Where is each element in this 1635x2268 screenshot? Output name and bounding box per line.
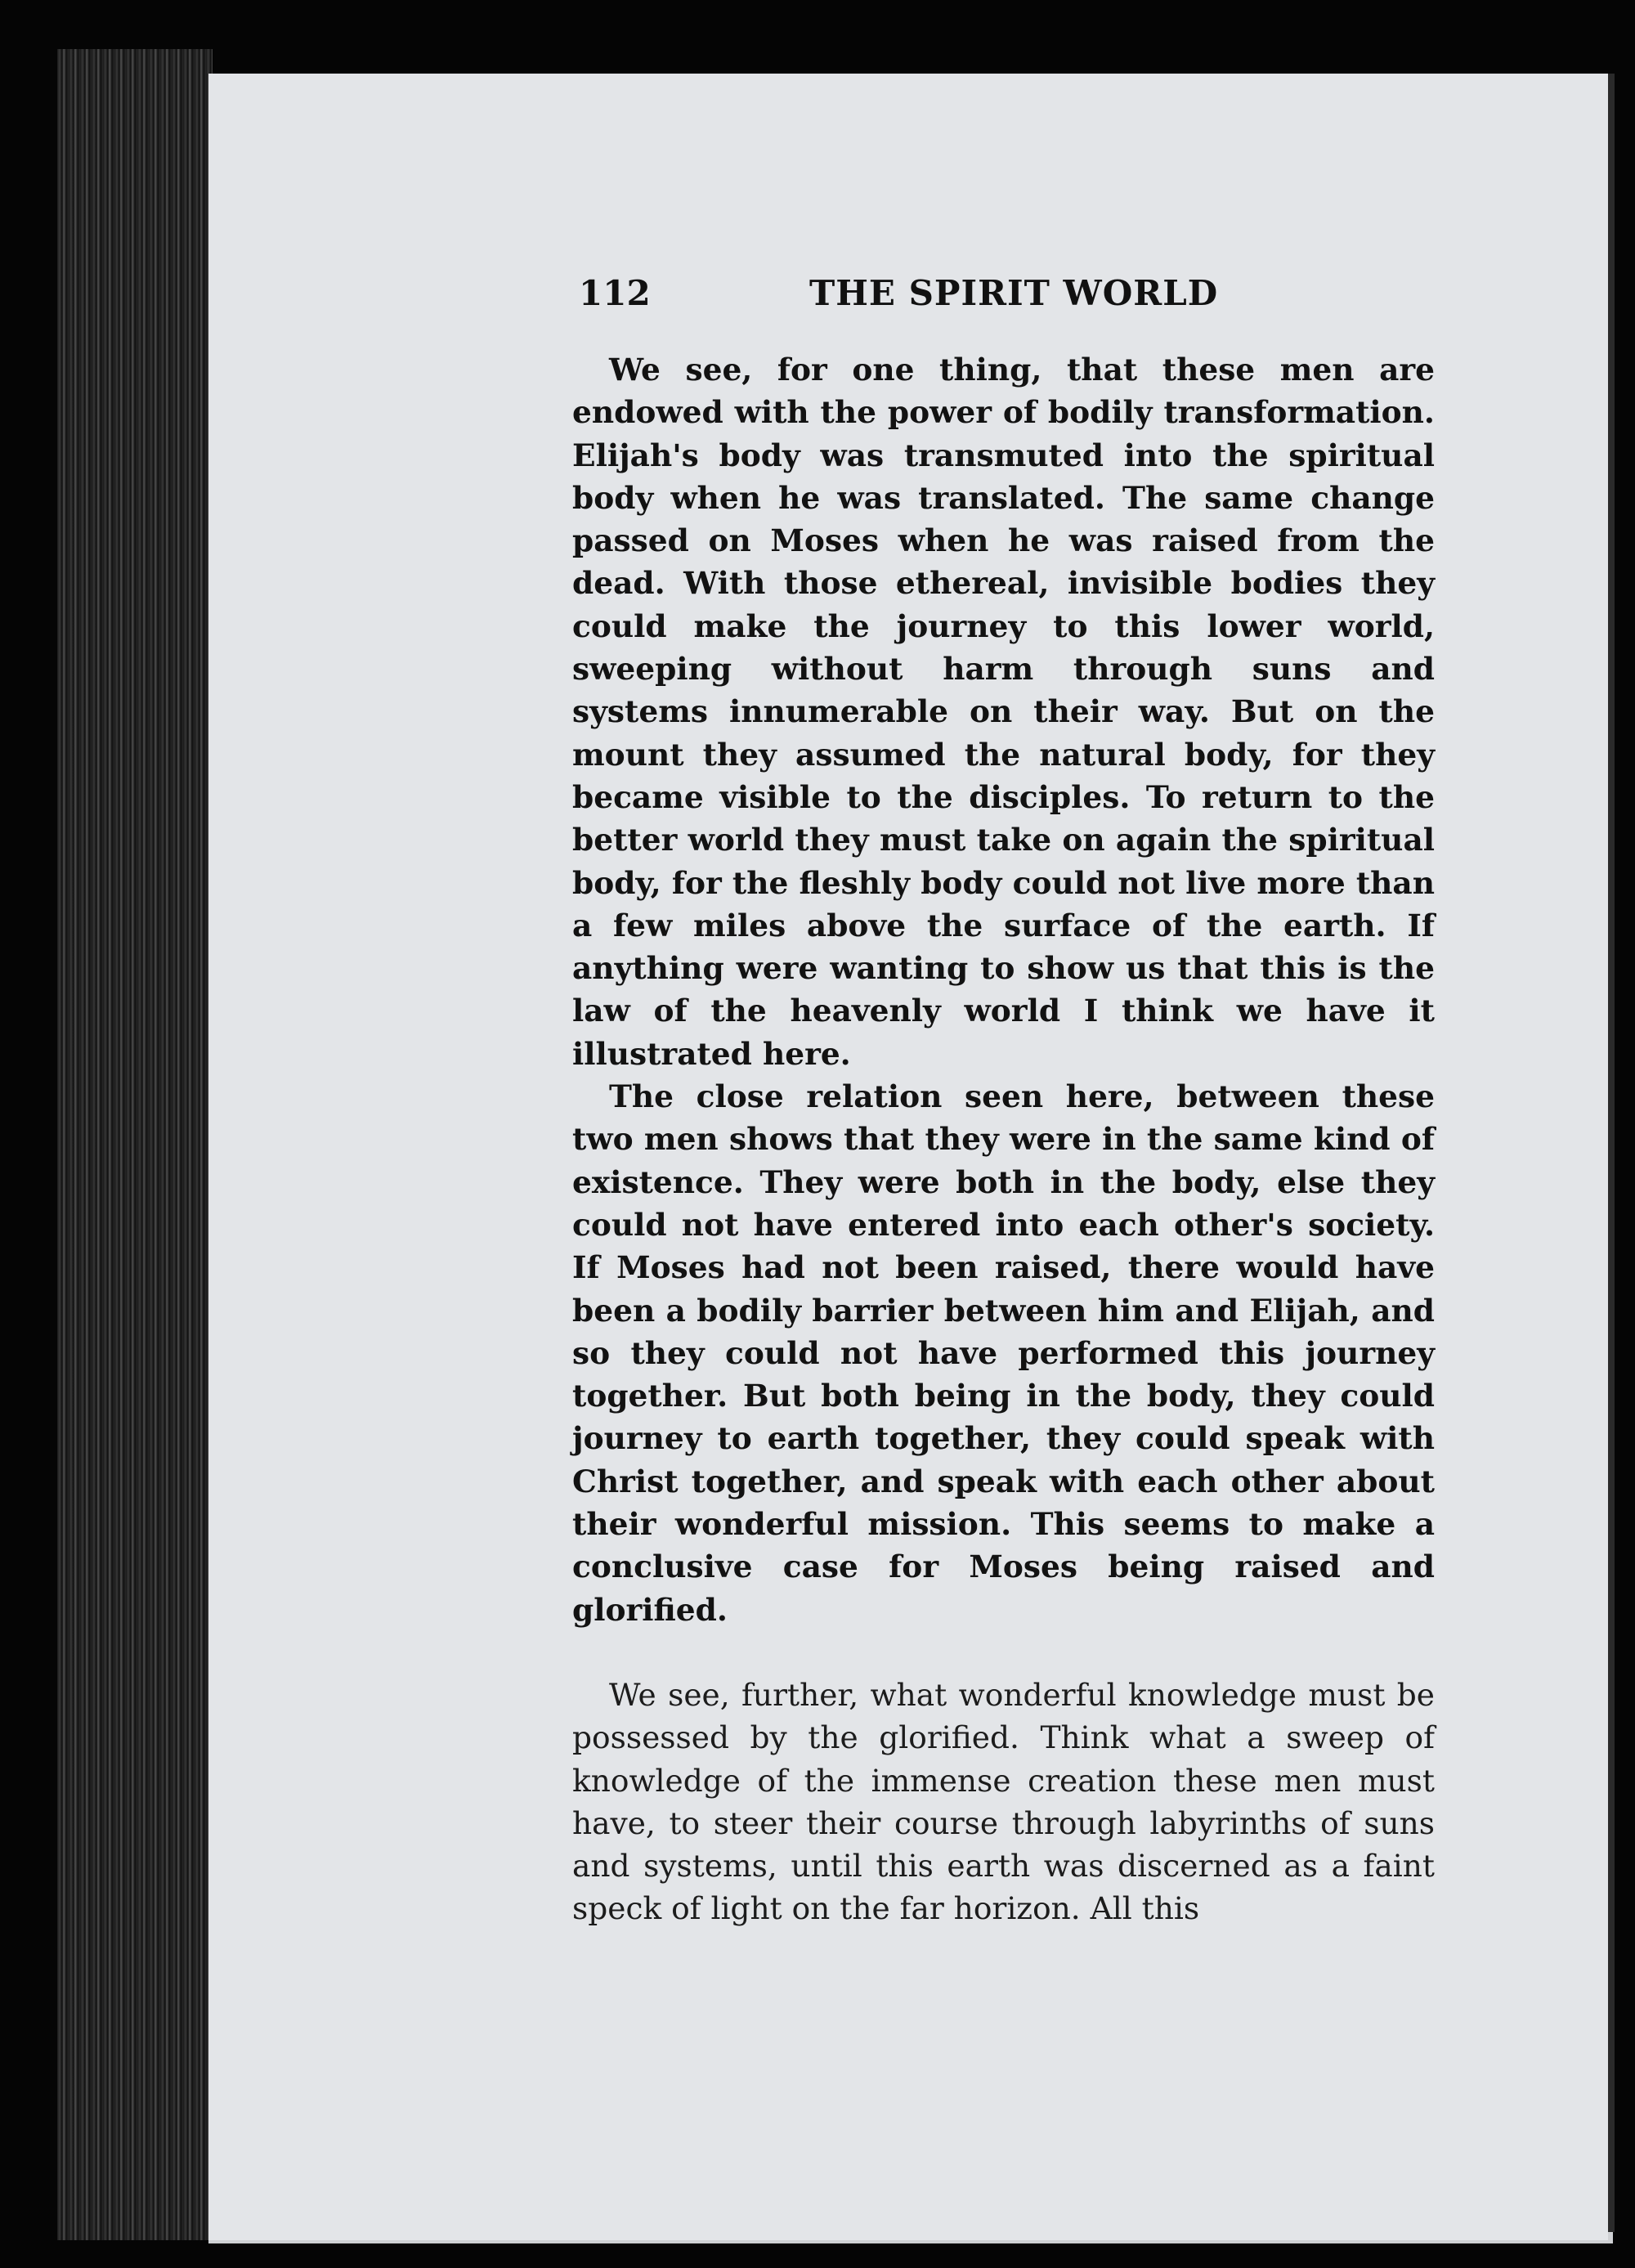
page-right-edge [1608, 74, 1615, 2232]
body-text [572, 348, 1435, 1930]
paragraph: The close relation seen here, between these two men shows that they were in the same kind of existence. They were both in the body, else they could not have entered into each other's society. If Moses had not been raised, there would have been a bodily barrier between him and Elijah, and so they could not have performed this journey together. But both being in the body, they could journey to earth together, they could speak with Christ together, and speak with each other about their wonderful mission. This seems to make a conclusive case for Moses being raised and glorified. [572, 1078, 1435, 1628]
paragraph: We see, further, what wonderful knowledge must be possessed by the glorified. Think what a sweep of knowledge of the immense creation these men must have, to steer their course through labyrinths of suns and systems, until this earth was discerned as a faint speck of light on the far horizon. All this [572, 1676, 1435, 1927]
running-title: THE SPIRIT WORLD [809, 273, 1219, 313]
book-spine-edge [57, 49, 213, 2240]
page-number: 112 [579, 273, 651, 313]
paragraph-spacer [572, 1631, 1435, 1674]
paragraph: We see, for one thing, that these men are endowed with the power of bodily transformation. Elijah's body was transmuted into the spiritual body when he was translated. The same change passed on Moses when he was raised from the dead. With those ethereal, invisible bodies they could make the journey to this lower world, sweeping without harm through suns and systems innumerable on their way. But on the mount they assumed the natural body, for they became visible to the disciples. To return to the better world they must take on again the spiritual body, for the fleshly body could not live more than a few miles above the surface of the earth. If anything were wanting to show us that this is the law of the heavenly world I think we have it illustrated here. [572, 352, 1435, 1072]
running-header [579, 273, 1445, 319]
